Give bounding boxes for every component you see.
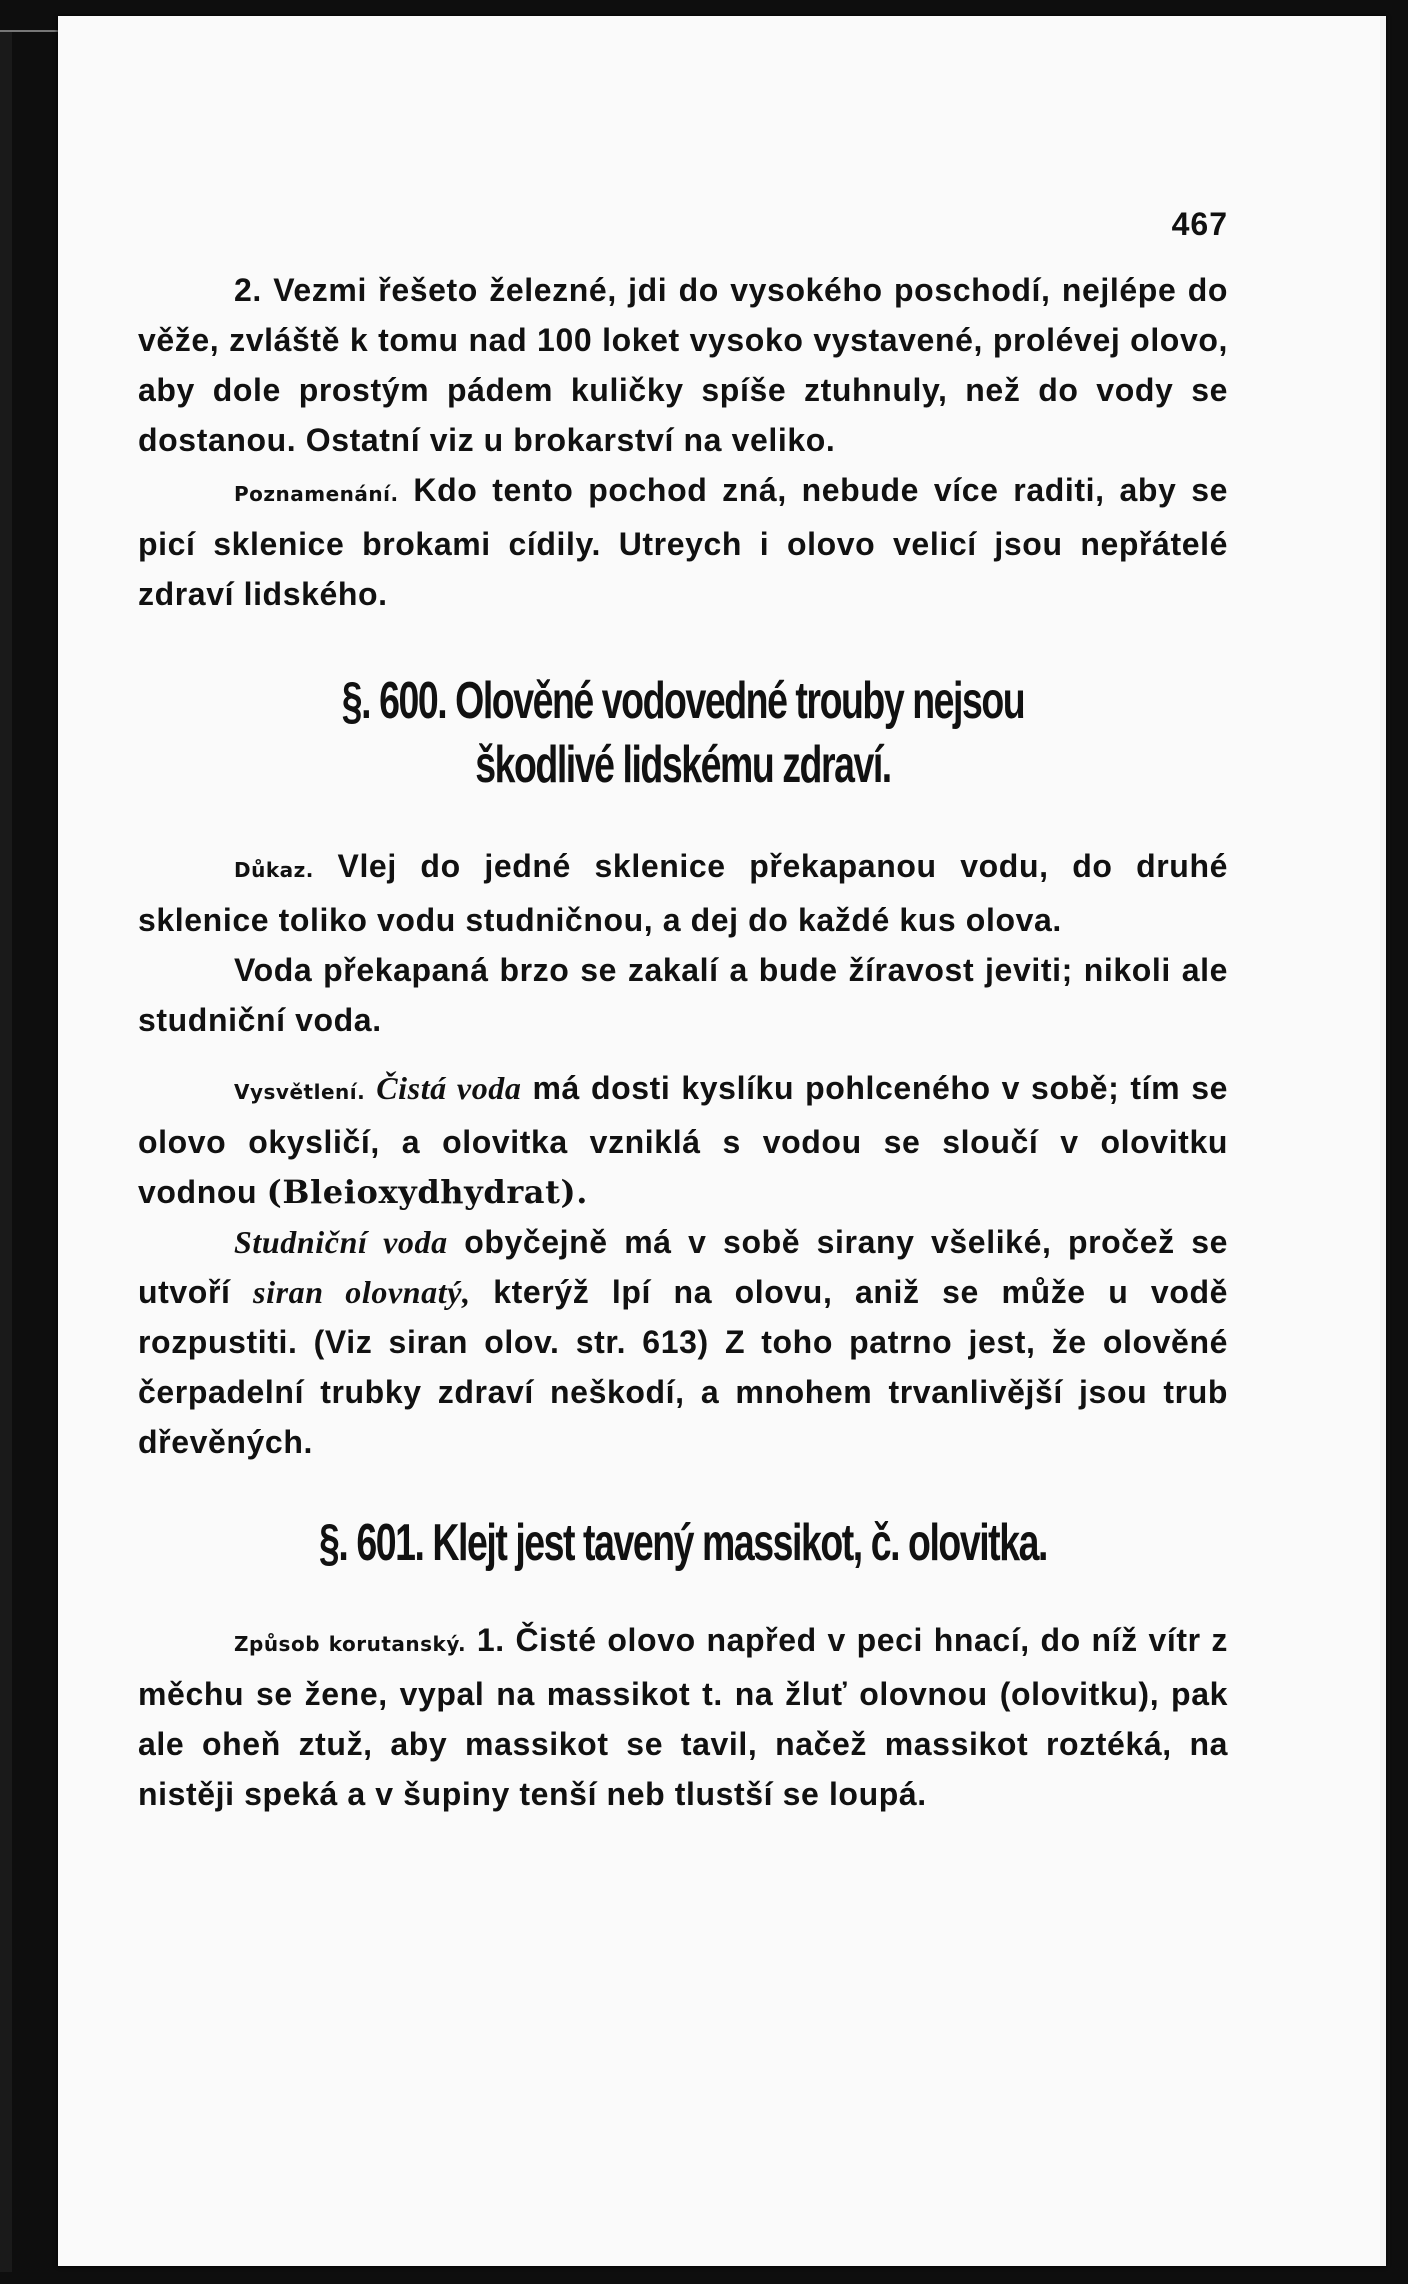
- explanation-paragraph-2: [138, 1217, 1228, 1467]
- german-term: (Bleioxydhydrat).: [266, 1173, 588, 1211]
- note-paragraph: [138, 465, 1228, 619]
- note-text: Kdo tento pochod zná, nebude více raditi, aby se picí sklenice brokami cídily. Utreych i olovo velicí jsou nepřátelé zdraví lidského.: [138, 472, 1228, 612]
- paragraph-2: 2. Vezmi řešeto železné, jdi do vysokého poschodí, nejlépe do věže, zvláště k tomu nad 100 loket vysoko vystavené, prolévej olovo, aby dole prostým pádem kuličky spíše ztuhnuly, než do vody se dostanou. Ostatní viz u brokarství na veliko.: [138, 272, 1228, 458]
- explanation-label: Vysvětlení.: [234, 1080, 366, 1104]
- scan-left-margin: [0, 32, 12, 2272]
- note-label: Poznamenání.: [234, 482, 399, 506]
- book-page: [58, 16, 1386, 2266]
- method-paragraph: [138, 1615, 1228, 1819]
- proof-label: Důkaz.: [234, 858, 314, 882]
- page-number: 467: [1171, 206, 1228, 242]
- proof-paragraph: [138, 841, 1228, 945]
- explanation-paragraph: [138, 1063, 1228, 1217]
- explanation-text-2b: kterýž lpí na olovu, aniž se může u vodě rozpustiti. (Viz siran olov. str. 613) Z toho patrno jest, že olověné čerpadelní trubky zdraví neškodí, a mnohem trvanlivější jsou trub dřevěných.: [138, 1274, 1229, 1460]
- term-well-water: Studniční voda: [234, 1224, 448, 1260]
- proof-text: Vlej do jedné sklenice překapanou vodu, do druhé sklenice toliko vodu studničnou, a dej do každé kus olova.: [138, 848, 1228, 938]
- method-text: 1. Čisté olovo napřed v peci hnací, do níž vítr z měchu se žene, vypal na massikot t. na žluť olovnou (olovitku), pak ale oheň ztuž, aby massikot se tavil, načež massikot roztéká, na nistěji speká a v šupiny tenší neb tlustší se loupá.: [138, 1622, 1228, 1812]
- term-pure-water: Čistá voda: [376, 1070, 522, 1106]
- page-content: [138, 186, 1228, 1819]
- scan-edge-line: [0, 30, 60, 32]
- explanation-text-2a: obyčejně má v sobě sirany všeliké, pročež se utvoří: [138, 1224, 1228, 1310]
- proof-result: Voda překapaná brzo se zakalí a bude žíravost jeviti; nikoli ale studniční voda.: [138, 952, 1228, 1038]
- term-lead-sulfate: siran olovnatý,: [253, 1274, 471, 1310]
- section-600-heading: §. 600. Olověné vodovedné trouby nejsou škodlivé lidskému zdraví.: [341, 672, 1025, 794]
- section-601-heading: §. 601. Klejt jest tavený massikot, č. olovitka.: [319, 1514, 1047, 1572]
- explanation-text-1: má dosti kyslíku pohlceného v sobě; tím se olovo okysličí, a olovitka vzniklá s vodou se sloučí v olovitku vodnou: [138, 1070, 1228, 1210]
- method-label: Způsob korutanský.: [234, 1632, 467, 1656]
